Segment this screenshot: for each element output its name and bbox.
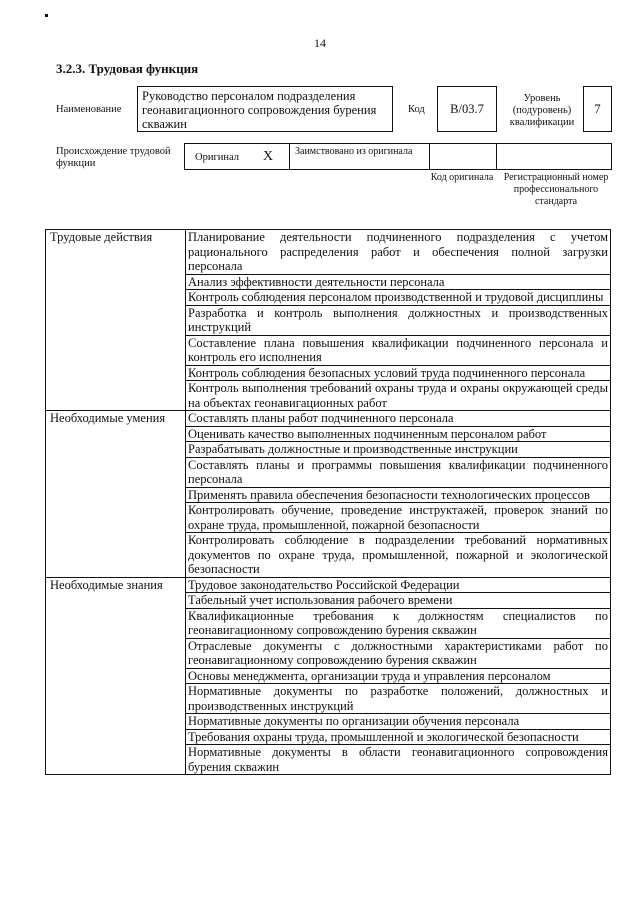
table-cell-description: Табельный учет использования рабочего времени bbox=[186, 593, 611, 609]
level-label: Уровень (подуровень) квалификации bbox=[509, 93, 575, 128]
table-cell-description: Разработка и контроль выполнения должностных и производственных инструкций bbox=[186, 305, 611, 335]
name-label: Наименование bbox=[56, 104, 122, 115]
table-cell-description: Контролировать обучение, проведение инструктажей, проверок знаний по охране труда, промышленной, пожарной безопасности bbox=[186, 503, 611, 533]
table-cell-description: Контроль соблюдения безопасных условий труда подчиненного персонала bbox=[186, 365, 611, 381]
table-cell-description: Квалификационные требования к должностям специалистов по геонавигационному сопровождению бурения скважин bbox=[186, 608, 611, 638]
table-cell-description: Анализ эффективности деятельности персонала bbox=[186, 274, 611, 290]
table-cell-description: Контролировать соблюдение в подразделении требований нормативных документов по охране труда, промышленной, пожарной и экологической безопасности bbox=[186, 533, 611, 578]
divider bbox=[429, 144, 430, 170]
table-cell-description: Составлять планы работ подчиненного персонала bbox=[186, 411, 611, 427]
origin-row bbox=[184, 143, 612, 170]
original-mark: X bbox=[263, 149, 274, 164]
table-cell-description: Требования охраны труда, промышленной и экологической безопасности bbox=[186, 729, 611, 745]
origin-label: Происхождение трудовой функции bbox=[56, 146, 171, 169]
table-row bbox=[46, 411, 611, 427]
table-cell-description: Отраслевые документы с должностными характеристиками работ по геонавигационному сопровождению бурения скважин bbox=[186, 638, 611, 668]
table-cell-description: Планирование деятельности подчиненного подразделения с учетом рационального распределения работ и обеспечения полной загрузки персонала bbox=[186, 230, 611, 275]
level-value: 7 bbox=[583, 86, 612, 132]
table-cell-description: Контроль соблюдения персоналом производственной и трудовой дисциплины bbox=[186, 290, 611, 306]
table-row bbox=[46, 577, 611, 593]
table-cell-description: Нормативные документы по организации обучения персонала bbox=[186, 714, 611, 730]
scan-dot bbox=[45, 14, 48, 17]
name-value: Руководство персоналом подразделения геонавигационного сопровождения бурения скважин bbox=[137, 86, 393, 132]
section-heading: Необходимые знания bbox=[46, 577, 186, 775]
reg-number-caption: Регистрационный номер профессионального стандарта bbox=[503, 172, 609, 207]
table-cell-description: Разрабатывать должностные и производственные инструкции bbox=[186, 442, 611, 458]
original-label: Оригинал bbox=[195, 152, 239, 163]
table-cell-description: Нормативные документы по разработке положений, должностных и производственных инструкций bbox=[186, 684, 611, 714]
table-cell-description: Составлять планы и программы повышения квалификации подчиненного персонала bbox=[186, 457, 611, 487]
table-cell-description: Основы менеджмента, организации труда и управления персоналом bbox=[186, 668, 611, 684]
page-number: 14 bbox=[314, 36, 326, 50]
table-cell-description: Трудовое законодательство Российской Федерации bbox=[186, 577, 611, 593]
section-title: 3.2.3. Трудовая функция bbox=[56, 61, 199, 76]
divider bbox=[289, 144, 290, 170]
section-heading: Трудовые действия bbox=[46, 230, 186, 411]
table-cell-description: Нормативные документы в области геонавигационного сопровождения бурения скважин bbox=[186, 745, 611, 775]
table-cell-description: Контроль выполнения требований охраны труда и охраны окружающей среды на объектах геонавигационных работ bbox=[186, 381, 611, 411]
table-cell-description: Составление плана повышения квалификации подчиненного персонала и контроль его исполнения bbox=[186, 335, 611, 365]
divider bbox=[496, 144, 497, 170]
borrowed-label: Заимствовано из оригинала bbox=[295, 146, 413, 157]
table-row bbox=[46, 230, 611, 275]
section-heading: Необходимые умения bbox=[46, 411, 186, 578]
code-label: Код bbox=[408, 104, 425, 115]
code-original-caption: Код оригинала bbox=[430, 172, 494, 183]
table-cell-description: Применять правила обеспечения безопасности технологических процессов bbox=[186, 487, 611, 503]
function-table bbox=[45, 229, 611, 775]
code-value: B/03.7 bbox=[437, 86, 497, 132]
table-cell-description: Оценивать качество выполненных подчиненным персоналом работ bbox=[186, 426, 611, 442]
